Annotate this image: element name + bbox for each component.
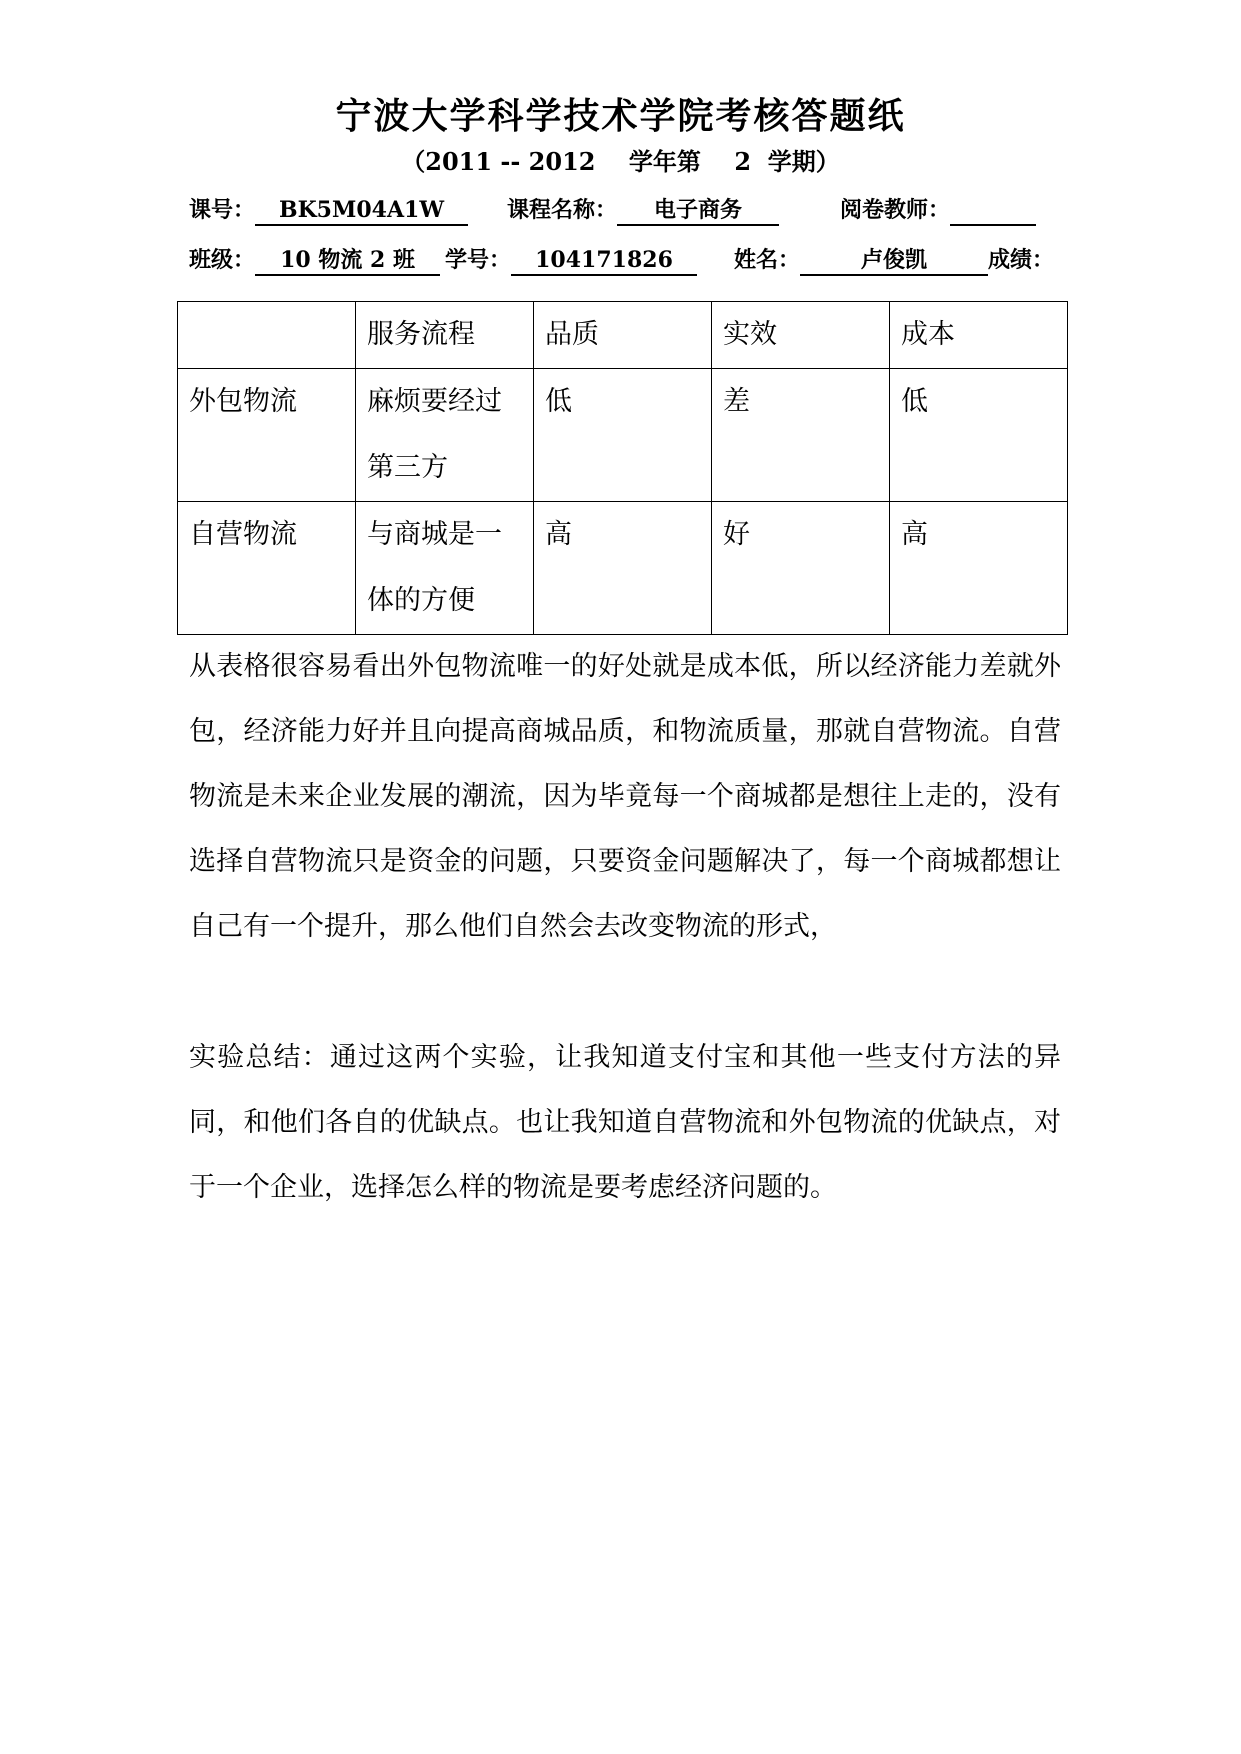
grader-label: 阅卷教师： bbox=[840, 197, 951, 223]
summary-paragraph: 实验总结：通过这两个实验，让我知道支付宝和其他一些支付方法的异同，和他们各自的优缺点。也让我知道自营物流和外包物流的优缺点，对于一个企业，选择怎么样的物流是要考虑经济问题的。 bbox=[189, 1042, 1061, 1203]
table-cell: 低 bbox=[890, 369, 1068, 502]
table-cell: 高 bbox=[890, 502, 1068, 635]
score-label: 成绩： bbox=[988, 247, 1055, 273]
class-label: 班级： bbox=[189, 247, 256, 273]
table-cell: 与商城是一体的方便 bbox=[356, 502, 534, 635]
table-cell: 麻烦要经过第三方 bbox=[356, 369, 534, 502]
name-value: 卢俊凯 bbox=[800, 246, 988, 276]
course-name-value: 电子商务 bbox=[617, 196, 779, 226]
course-no-value: BK5M04A1W bbox=[255, 196, 468, 226]
table-cell: 外包物流 bbox=[178, 369, 356, 502]
table-cell: 高 bbox=[534, 502, 712, 635]
class-value: 10 物流 2 班 bbox=[255, 246, 440, 276]
semester-subtitle: （2011 -- 2012 学年第 2 学期） bbox=[401, 147, 840, 176]
table-header-cell: 品质 bbox=[534, 302, 712, 369]
student-no-label: 学号： bbox=[445, 247, 512, 273]
table-header-cell: 成本 bbox=[890, 302, 1068, 369]
info-line-course bbox=[189, 196, 1059, 230]
comparison-table bbox=[177, 301, 1068, 635]
name-label: 姓名： bbox=[734, 247, 801, 273]
grader-value bbox=[950, 196, 1036, 226]
page-title: 宁波大学科学技术学院考核答题纸 bbox=[335, 95, 906, 137]
student-no-value: 104171826 bbox=[511, 246, 697, 276]
course-no-label: 课号： bbox=[189, 197, 256, 223]
table-row bbox=[178, 502, 1068, 635]
analysis-paragraph: 从表格很容易看出外包物流唯一的好处就是成本低，所以经济能力差就外包，经济能力好并且向提高商城品质，和物流质量，那就自营物流。自营物流是未来企业发展的潮流，因为毕竟每一个商城都是想往上走的，没有选择自营物流只是资金的问题，只要资金问题解决了，每一个商城都想让自己有一个提升，那么他们自然会去改变物流的形式， bbox=[189, 651, 1061, 942]
table-header-cell: 服务流程 bbox=[356, 302, 534, 369]
info-line-student bbox=[189, 246, 1059, 280]
table-header-row bbox=[178, 302, 1068, 369]
table-cell: 低 bbox=[534, 369, 712, 502]
table-header-cell bbox=[178, 302, 356, 369]
table-cell: 自营物流 bbox=[178, 502, 356, 635]
table-row bbox=[178, 369, 1068, 502]
table-cell: 差 bbox=[712, 369, 890, 502]
table-header-cell: 实效 bbox=[712, 302, 890, 369]
course-name-label: 课程名称： bbox=[507, 197, 618, 223]
table-cell: 好 bbox=[712, 502, 890, 635]
